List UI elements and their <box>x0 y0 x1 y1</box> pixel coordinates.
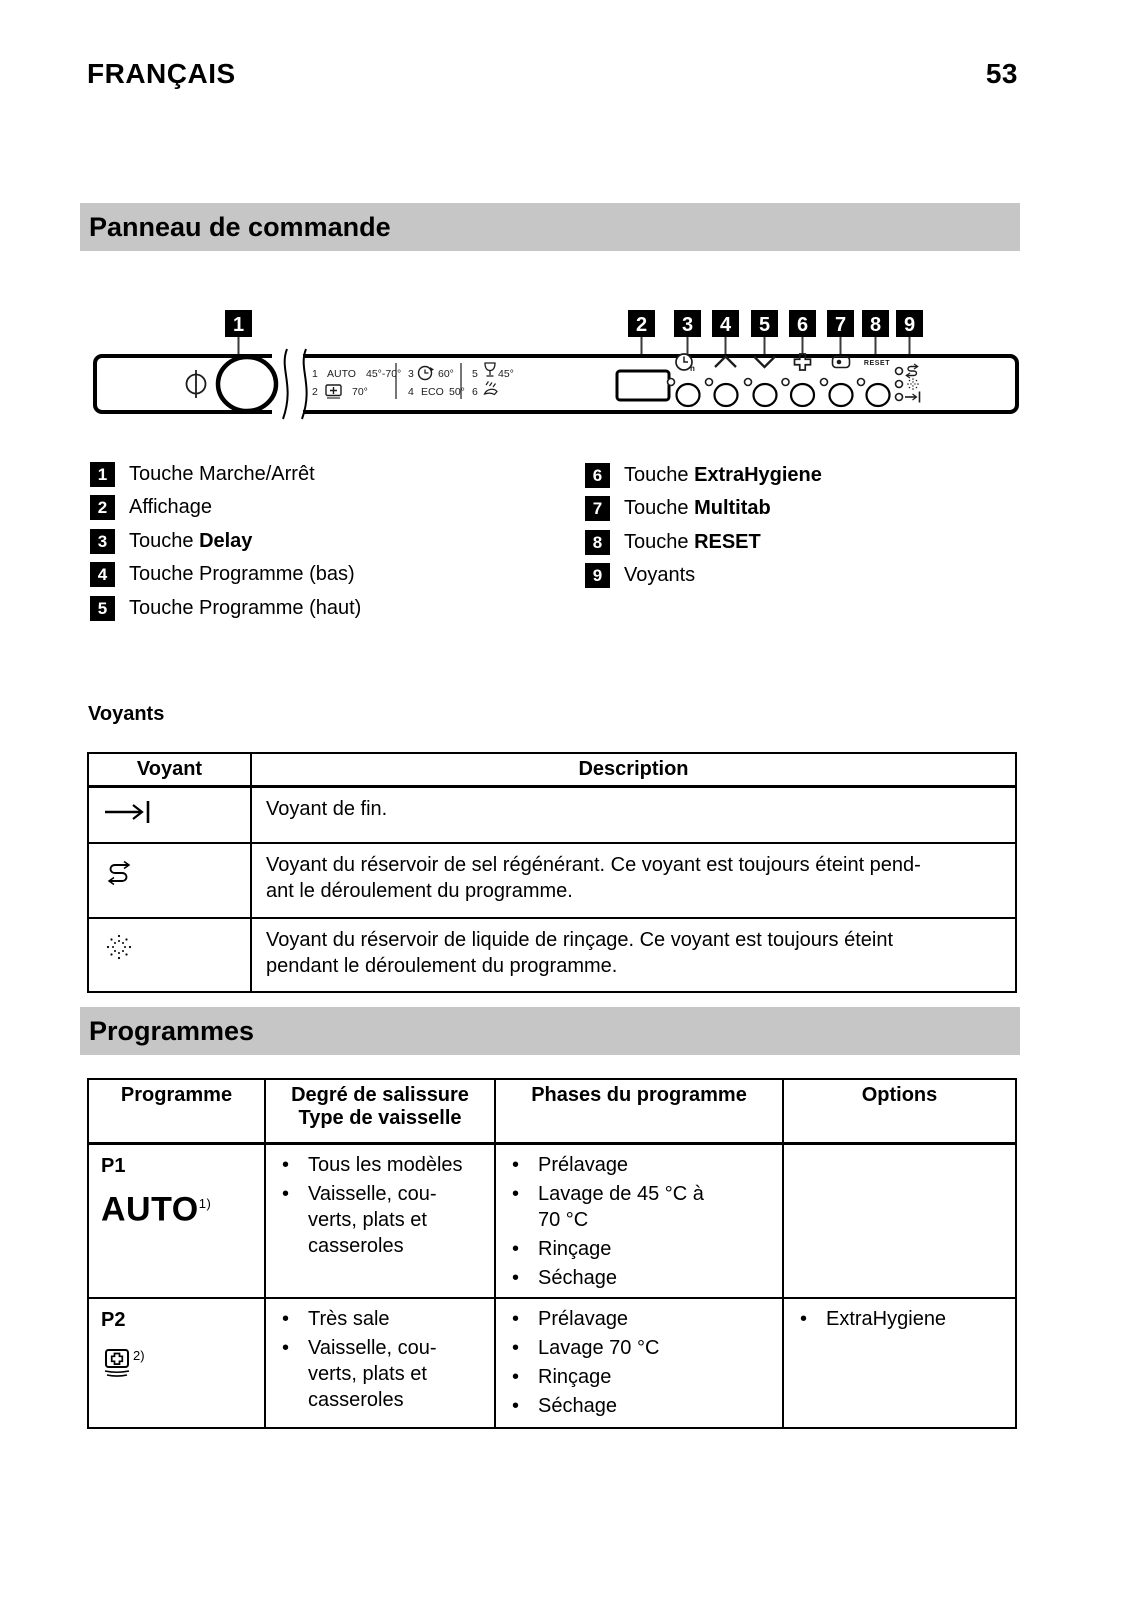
callout-badge: 6 <box>585 463 610 488</box>
bullet-item <box>798 1306 1011 1332</box>
section-title: Panneau de commande <box>89 211 391 242</box>
programme-row-p2 <box>88 1298 1016 1428</box>
callout-9: 9 <box>903 314 916 336</box>
callout-2: 2 <box>635 314 648 336</box>
footnote-ref: 1) <box>198 1195 212 1211</box>
led <box>858 379 865 386</box>
voyants-heading: Voyants <box>88 703 165 725</box>
degre-cell <box>265 1298 495 1428</box>
callout-badge: 5 <box>90 596 115 621</box>
bullet-item <box>510 1335 778 1361</box>
callout-badge: 2 <box>90 495 115 520</box>
bullet-dot: • <box>282 1153 290 1176</box>
bullet-text: Prélavage <box>538 1153 629 1176</box>
power-button[interactable] <box>218 357 276 411</box>
delay-hour-letter: h <box>690 364 695 373</box>
salt-indicator-icon <box>103 856 135 888</box>
programme-cell <box>88 1298 265 1428</box>
callout-badge: 3 <box>90 529 115 554</box>
legend-item-5 <box>90 596 361 622</box>
callout-1: 1 <box>232 314 245 336</box>
bullet-text: Lavage 70 °C <box>538 1336 660 1359</box>
bullet-text: Séchage <box>538 1394 617 1417</box>
bullet-text: Vaisselle, cou- verts, plats et casseroles <box>308 1182 437 1257</box>
bullet-item <box>280 1335 490 1413</box>
reset-label: RESET <box>863 360 891 367</box>
legend-label: Touche Programme (haut) <box>129 597 362 619</box>
programme-icon-line <box>101 1343 256 1379</box>
voyant-row-end <box>88 787 1016 843</box>
bullet-text: Rinçage <box>538 1365 612 1388</box>
callout-badge: 4 <box>90 562 115 587</box>
program-6-num: 6 <box>472 386 478 398</box>
program-4-temp: 50° <box>449 386 465 398</box>
section-header-panneau <box>80 203 1020 251</box>
bullet-item <box>510 1265 778 1291</box>
legend-label: Affichage <box>129 496 213 518</box>
bullet-item <box>510 1393 778 1419</box>
legend-item-7 <box>585 496 771 522</box>
program-3-num: 3 <box>408 368 414 380</box>
program-up-button[interactable] <box>715 384 738 406</box>
legend-item-1 <box>90 462 315 488</box>
phases-col-header: Phases du programme <box>495 1079 783 1143</box>
voyant-col-header: Voyant <box>88 753 251 787</box>
programmes-table-wrap <box>87 1078 1017 1429</box>
bullet-dot: • <box>282 1336 290 1359</box>
legend-item-3 <box>90 529 252 555</box>
programme-col-header: Programme <box>88 1079 265 1143</box>
bullet-text: Très sale <box>308 1307 390 1330</box>
bullet-item <box>510 1236 778 1262</box>
bullet-dot: • <box>512 1307 520 1330</box>
description-col-header: Description <box>251 753 1016 787</box>
programme-row-p1 <box>88 1143 1016 1298</box>
language-title: FRANÇAIS <box>87 58 236 89</box>
programme-name: AUTO$^{1)}$ <box>101 1189 212 1228</box>
salt-led <box>896 368 903 375</box>
legend-item-8 <box>585 530 761 556</box>
rinse-aid-led <box>896 381 903 388</box>
bullet-dot: • <box>512 1182 520 1205</box>
bullet-item <box>280 1152 490 1178</box>
callout-badge: 1 <box>90 462 115 487</box>
voyant-row-rinse-aid <box>88 918 1016 992</box>
legend-label: Touche Programme (bas) <box>129 563 355 585</box>
program-4-num: 4 <box>408 386 414 398</box>
voyant-description: Voyant de fin. <box>251 787 1016 843</box>
extrahygiene-button[interactable] <box>791 384 814 406</box>
legend-label: Touche Marche/Arrêt <box>129 463 315 485</box>
program-1-temp: 45°-70° <box>366 368 402 380</box>
footnote-ref: 2) <box>133 1347 145 1363</box>
legend-label: Touche Delay <box>129 530 253 552</box>
end-led <box>896 394 903 401</box>
legend-item-6 <box>585 463 822 489</box>
voyant-description: Voyant du réservoir de sel régénérant. Ce voyant est toujours éteint pend- ant le déroulement du programme. <box>251 843 1016 918</box>
section-title: Programmes <box>89 1015 255 1046</box>
bullet-dot: • <box>512 1266 520 1289</box>
display <box>617 371 669 400</box>
program-down-button[interactable] <box>754 384 777 406</box>
programmes-header-row <box>88 1079 1016 1143</box>
bullet-text: Rinçage <box>538 1237 612 1260</box>
callout-badge: 7 <box>585 496 610 521</box>
bullet-text: Tous les modèles <box>308 1153 463 1176</box>
callout-badge: 9 <box>585 563 610 588</box>
voyant-description: Voyant du réservoir de liquide de rinçage. Ce voyant est toujours éteint pendant le déroulement du programme. <box>251 918 1016 992</box>
bullet-item <box>280 1181 490 1259</box>
programme-code: P1 <box>101 1154 126 1177</box>
voyant-row-salt <box>88 843 1016 918</box>
bullet-item <box>510 1364 778 1390</box>
bullet-text: ExtraHygiene <box>826 1307 947 1330</box>
bullet-item <box>280 1306 490 1332</box>
bullet-dot: • <box>512 1153 520 1176</box>
bullet-item <box>510 1181 778 1233</box>
legend-label: Touche RESET <box>624 531 761 553</box>
led <box>745 379 752 386</box>
callout-badge: 8 <box>585 530 610 555</box>
voyants-table-wrap <box>87 752 1017 993</box>
degre-cell <box>265 1143 495 1298</box>
program-5-num: 5 <box>472 368 478 380</box>
bullet-item <box>510 1306 778 1332</box>
program-1-num: 1 <box>312 368 318 380</box>
legend-label: Voyants <box>624 564 696 586</box>
bullet-text: Lavage de 45 °C à 70 °C <box>538 1182 704 1231</box>
multitab-button[interactable] <box>830 384 853 406</box>
legend-item-4 <box>90 562 355 588</box>
program-4-label: ECO <box>421 386 444 398</box>
control-panel-diagram <box>0 295 1128 430</box>
program-1-label: AUTO <box>327 368 356 380</box>
callout-5: 5 <box>758 314 771 336</box>
bullet-text: Prélavage <box>538 1307 629 1330</box>
bullet-dot: • <box>282 1182 290 1205</box>
callout-badges <box>225 310 923 337</box>
bullet-dot: • <box>800 1307 808 1330</box>
callout-3: 3 <box>681 314 694 336</box>
delay-button[interactable] <box>677 384 700 406</box>
options-col-header: Options <box>783 1079 1016 1143</box>
bullet-dot: • <box>512 1336 520 1359</box>
options-cell <box>783 1143 1016 1298</box>
program-2-temp: 70° <box>352 386 368 398</box>
end-indicator-icon <box>103 800 155 824</box>
degre-col-header: Degré de salissure Type de vaisselle <box>265 1079 495 1143</box>
section-header-programmes <box>80 1007 1020 1055</box>
programme-cell <box>88 1143 265 1298</box>
led <box>782 379 789 386</box>
program-3-temp: 60° <box>438 368 454 380</box>
reset-button[interactable] <box>867 384 890 406</box>
led <box>668 379 675 386</box>
legend-item-2 <box>90 495 212 521</box>
legend-item-9 <box>585 563 695 589</box>
callout-7: 7 <box>834 314 847 336</box>
callout-4: 4 <box>719 314 732 336</box>
bullet-dot: • <box>512 1365 520 1388</box>
intensive-pot-icon <box>101 1343 133 1379</box>
bullet-dot: • <box>512 1237 520 1260</box>
page-header <box>87 58 1018 90</box>
led <box>821 379 828 386</box>
phases-cell <box>495 1143 783 1298</box>
callout-8: 8 <box>869 314 882 336</box>
voyants-header-row <box>88 753 1016 787</box>
program-2-num: 2 <box>312 386 318 398</box>
voyants-table <box>87 752 1017 993</box>
led <box>706 379 713 386</box>
bullet-dot: • <box>512 1394 520 1417</box>
programme-code: P2 <box>101 1308 126 1331</box>
bullet-text: Vaisselle, cou- verts, plats et casseroles <box>308 1336 437 1411</box>
bullet-text: Séchage <box>538 1266 617 1289</box>
options-cell <box>783 1298 1016 1428</box>
bullet-item <box>510 1152 778 1178</box>
rinse-aid-indicator-icon <box>103 931 135 963</box>
legend-label: Touche Multitab <box>624 497 771 519</box>
program-5-temp: 45° <box>498 368 514 380</box>
phases-cell <box>495 1298 783 1428</box>
programmes-table <box>87 1078 1017 1429</box>
legend-label: Touche ExtraHygiene <box>624 464 822 486</box>
bullet-dot: • <box>282 1307 290 1330</box>
page-number: 53 <box>985 58 1018 89</box>
callout-6: 6 <box>796 314 809 336</box>
